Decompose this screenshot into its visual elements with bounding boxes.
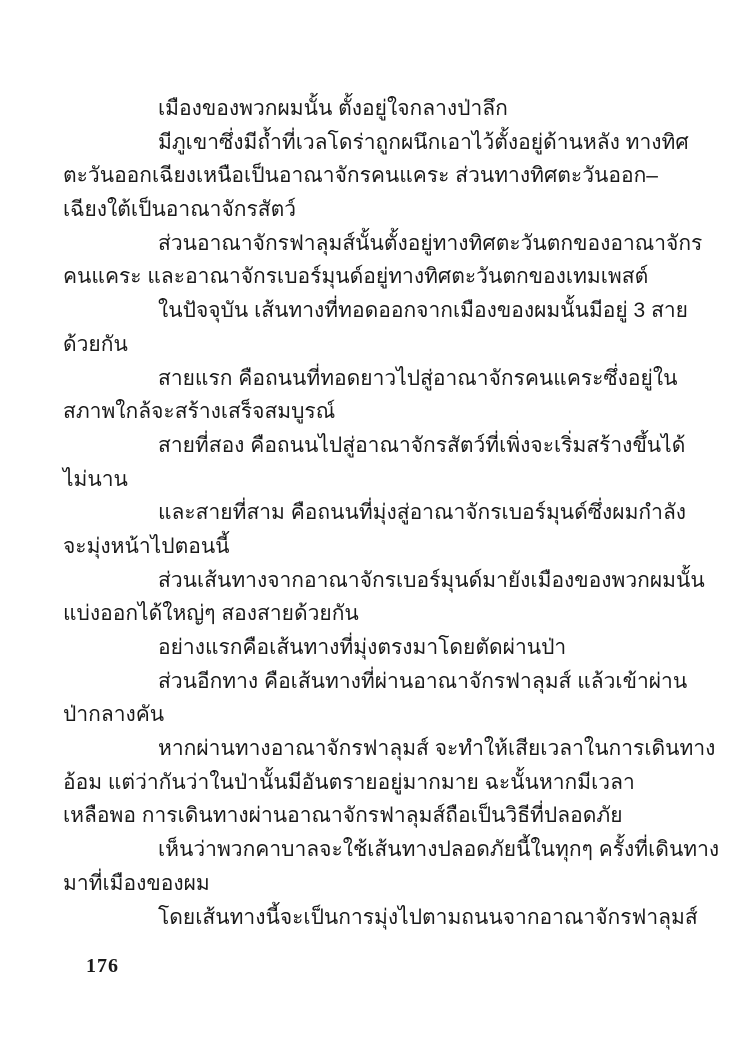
text-line: โดยเส้นทางนี้จะเป็นการมุ่งไปตามถนนจากอาณาจักรฟาลุมส์ xyxy=(158,905,698,929)
text-line: สายที่สอง คือถนนไปสู่อาณาจักรสัตว์ที่เพิ่งจะเริ่มสร้างขึ้นได้ xyxy=(158,433,686,457)
text-line: จะมุ่งหน้าไปตอนนี้ xyxy=(63,534,230,558)
text-line: หากผ่านทางอาณาจักรฟาลุมส์ จะทำให้เสียเวลาในการเดินทาง xyxy=(158,737,716,761)
text-line: มีภูเขาซึ่งมีถ้ำที่เวลโดร่าถูกผนึกเอาไว้ตั้งอยู่ด้านหลัง ทางทิศ xyxy=(158,130,689,154)
text-line: ส่วนอีกทาง คือเส้นทางที่ผ่านอาณาจักรฟาลุมส์ แล้วเข้าผ่าน xyxy=(158,669,688,693)
text-line: เหลือพอ การเดินทางผ่านอาณาจักรฟาลุมส์ถือเป็นวิธีที่ปลอดภัย xyxy=(63,804,623,828)
text-line: มาที่เมืองของผม xyxy=(63,871,210,895)
text-line: อย่างแรกคือเส้นทางที่มุ่งตรงมาโดยตัดผ่านป่า xyxy=(158,636,567,659)
page-number: 176 xyxy=(86,955,119,977)
text-line: ในปัจจุบัน เส้นทางที่ทอดออกจากเมืองของผมนั้นมีอยู่ 3 สาย xyxy=(158,299,688,323)
text-line: เมืองของพวกผมนั้น ตั้งอยู่ใจกลางป่าลึก xyxy=(158,97,508,120)
text-line: ป่ากลางคัน xyxy=(63,703,165,727)
text-line: ส่วนอาณาจักรฟาลุมส์นั้นตั้งอยู่ทางทิศตะวันตกของอาณาจักร xyxy=(158,231,703,255)
body-text xyxy=(63,92,720,934)
text-line: เฉียงใต้เป็นอาณาจักรสัตว์ xyxy=(63,198,297,222)
text-line: สายแรก คือถนนที่ทอดยาวไปสู่อาณาจักรคนแคระซึ่งอยู่ใน xyxy=(158,366,678,390)
text-line: ส่วนเส้นทางจากอาณาจักรเบอร์มุนด์มายังเมืองของพวกผมนั้น xyxy=(158,568,705,592)
text-line: ไม่นาน xyxy=(63,467,128,491)
text-line: คนแคระ และอาณาจักรเบอร์มุนด์อยู่ทางทิศตะวันตกของเทมเพสต์ xyxy=(63,265,649,289)
text-line: ด้วยกัน xyxy=(63,332,128,356)
text-line: และสายที่สาม คือถนนที่มุ่งสู่อาณาจักรเบอร์มุนด์ซึ่งผมกำลัง xyxy=(158,501,687,525)
text-line: อ้อม แต่ว่ากันว่าในป่านั้นมีอันตรายอยู่มากมาย ฉะนั้นหากมีเวลา xyxy=(63,770,635,794)
text-line: เห็นว่าพวกคาบาลจะใช้เส้นทางปลอดภัยนี้ในทุกๆ ครั้งที่เดินทาง xyxy=(158,838,720,862)
text-line: ตะวันออกเฉียงเหนือเป็นอาณาจักรคนแคระ ส่วนทางทิศตะวันออก– xyxy=(63,164,658,188)
text-line: แบ่งออกได้ใหญ่ๆ สองสายด้วยกัน xyxy=(63,602,359,626)
text-line: สภาพใกล้จะสร้างเสร็จสมบูรณ์ xyxy=(63,400,336,424)
